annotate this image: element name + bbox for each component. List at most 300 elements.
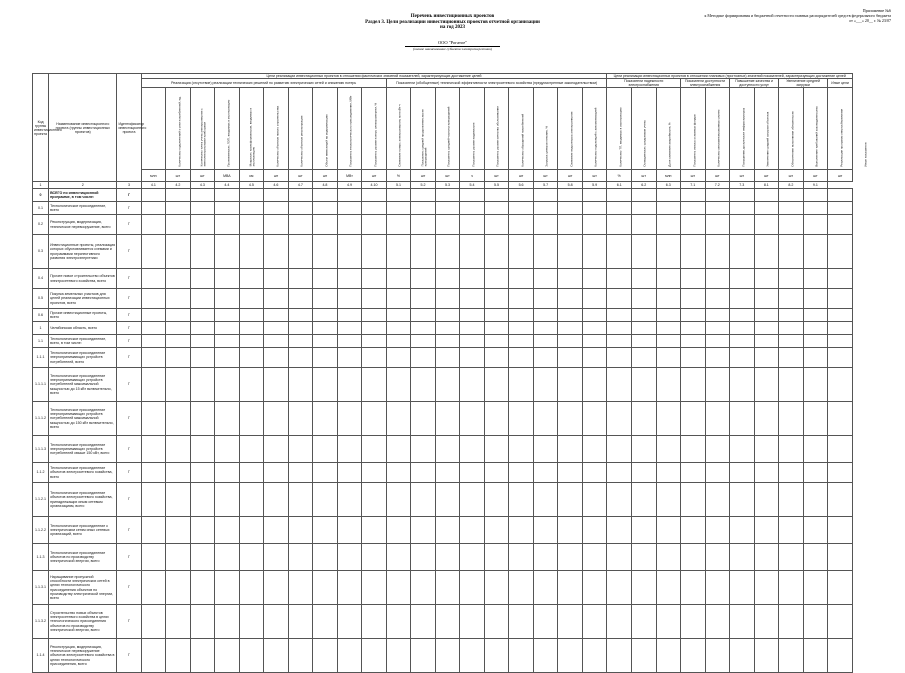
- value-cell: [460, 335, 485, 348]
- value-cell: [190, 517, 215, 544]
- value-cell: [411, 368, 436, 402]
- value-cell: [779, 235, 804, 269]
- value-cell: [828, 335, 853, 348]
- value-cell: [754, 605, 779, 639]
- value-cell: [313, 215, 338, 235]
- value-cell: [264, 189, 289, 202]
- value-cell: [313, 269, 338, 289]
- value-cell: [631, 517, 656, 544]
- value-cell: [754, 639, 779, 673]
- row-code: 0.6: [33, 309, 49, 322]
- unit-cell: %: [386, 170, 411, 182]
- value-cell: [362, 202, 387, 215]
- value-cell: [631, 189, 656, 202]
- value-cell: [754, 463, 779, 483]
- value-cell: [582, 639, 607, 673]
- row-code: 1.1.2: [33, 463, 49, 483]
- value-cell: [656, 483, 681, 517]
- value-cell: [460, 189, 485, 202]
- value-cell: [215, 463, 240, 483]
- indicator-header-text: Показатель уровня качества обслуживания: [495, 106, 500, 167]
- value-cell: [631, 639, 656, 673]
- value-cell: [166, 571, 191, 605]
- header-group-actual: Цели реализации инвестиционных проектов в отношении фактических значений показателей, характеризующих достижение целей: [141, 74, 607, 79]
- value-cell: [656, 335, 681, 348]
- value-cell: [215, 289, 240, 309]
- indicator-header-text: Показатель средней продолжительности прекращений: [420, 109, 428, 167]
- value-cell: [730, 368, 755, 402]
- table-row: [33, 436, 853, 463]
- value-cell: [337, 202, 362, 215]
- value-cell: [435, 436, 460, 463]
- unit-cell: шт: [582, 170, 607, 182]
- value-cell: [141, 463, 166, 483]
- value-cell: [607, 605, 632, 639]
- value-cell: [730, 402, 755, 436]
- value-cell: [435, 368, 460, 402]
- table-row: [33, 189, 853, 202]
- value-cell: [288, 544, 313, 571]
- value-cell: [631, 202, 656, 215]
- row-name: Технологическое присоединение, всего, в том числе:: [49, 335, 117, 348]
- value-cell: [681, 309, 706, 322]
- value-cell: [607, 368, 632, 402]
- value-cell: [705, 322, 730, 335]
- value-cell: [558, 483, 583, 517]
- value-cell: [166, 289, 191, 309]
- row-code: 1.1.2.1: [33, 483, 49, 517]
- value-cell: [264, 202, 289, 215]
- value-cell: [460, 348, 485, 368]
- value-cell: [681, 269, 706, 289]
- value-cell: [533, 215, 558, 235]
- value-cell: [239, 402, 264, 436]
- value-cell: [288, 368, 313, 402]
- row-code: 0.5: [33, 289, 49, 309]
- value-cell: [411, 269, 436, 289]
- value-cell: [166, 189, 191, 202]
- value-cell: [681, 483, 706, 517]
- value-cell: [484, 544, 509, 571]
- value-cell: [288, 202, 313, 215]
- value-cell: [313, 289, 338, 309]
- value-cell: [362, 235, 387, 269]
- value-cell: [215, 639, 240, 673]
- indicator-header-text: Оснащенность средствами учета: [642, 120, 647, 167]
- value-cell: [509, 335, 534, 348]
- value-cell: [215, 189, 240, 202]
- value-cell: [803, 544, 828, 571]
- value-cell: [705, 463, 730, 483]
- row-id: Г: [117, 544, 141, 571]
- value-cell: [215, 202, 240, 215]
- value-cell: [460, 289, 485, 309]
- value-cell: [754, 517, 779, 544]
- value-cell: [141, 436, 166, 463]
- value-cell: [509, 309, 534, 322]
- value-cell: [435, 639, 460, 673]
- value-cell: [190, 289, 215, 309]
- value-cell: [803, 189, 828, 202]
- row-id: Г: [117, 189, 141, 202]
- value-cell: [215, 571, 240, 605]
- value-cell: [190, 202, 215, 215]
- value-cell: [558, 189, 583, 202]
- value-cell: [141, 289, 166, 309]
- column-number: 5.6: [509, 182, 534, 189]
- indicator-header-text: Количество точек учета электроэнергии с интеллектуальными приборами: [199, 108, 208, 167]
- value-cell: [681, 544, 706, 571]
- value-cell: [484, 571, 509, 605]
- unit-cell: шт: [288, 170, 313, 182]
- row-code: 1.1.1.2: [33, 402, 49, 436]
- column-number: 5.7: [533, 182, 558, 189]
- value-cell: [828, 571, 853, 605]
- value-cell: [215, 517, 240, 544]
- value-cell: [754, 348, 779, 368]
- value-cell: [754, 309, 779, 322]
- value-cell: [313, 202, 338, 215]
- value-cell: [460, 544, 485, 571]
- value-cell: [730, 348, 755, 368]
- value-cell: [705, 215, 730, 235]
- value-cell: [435, 189, 460, 202]
- indicator-header-text: Протяженность ЛЭП, вводимых в эксплуатацию: [225, 100, 230, 167]
- value-cell: [484, 269, 509, 289]
- value-cell: [631, 571, 656, 605]
- value-cell: [558, 348, 583, 368]
- value-cell: [215, 335, 240, 348]
- indicator-header-text: Мощность трансформаторов, вводимых в эксплуатацию: [248, 107, 257, 167]
- value-cell: [239, 639, 264, 673]
- indicator-header-text: Количество подстанций с автоматизацией: [593, 107, 598, 167]
- value-cell: [166, 483, 191, 517]
- unit-cell: шт: [362, 170, 387, 182]
- value-cell: [730, 289, 755, 309]
- value-cell: [582, 335, 607, 348]
- indicator-header-text: Показатель уровня надежности: [471, 123, 476, 167]
- value-cell: [411, 571, 436, 605]
- value-cell: [460, 571, 485, 605]
- value-cell: [362, 544, 387, 571]
- value-cell: [411, 483, 436, 517]
- value-cell: [681, 402, 706, 436]
- unit-cell: км: [239, 170, 264, 182]
- value-cell: [386, 639, 411, 673]
- value-cell: [533, 289, 558, 309]
- value-cell: [705, 436, 730, 463]
- value-cell: [533, 544, 558, 571]
- indicator-header-text: Количество подключений к сети потребителей, ед.: [176, 96, 181, 167]
- column-number: 7.3: [730, 182, 755, 189]
- value-cell: [558, 215, 583, 235]
- value-cell: [337, 639, 362, 673]
- row-name: Технологическое присоединение энергопринимающих устройств потребителей, всего: [49, 348, 117, 368]
- value-cell: [730, 517, 755, 544]
- value-cell: [166, 402, 191, 436]
- value-cell: [337, 269, 362, 289]
- value-cell: [681, 436, 706, 463]
- value-cell: [386, 436, 411, 463]
- title-line: Перечень инвестиционных проектов: [410, 14, 495, 19]
- value-cell: [386, 605, 411, 639]
- row-code: 1.1.1.3: [33, 436, 49, 463]
- value-cell: [705, 605, 730, 639]
- indicator-header-text: Доля снижения аварийности, %: [667, 122, 672, 167]
- value-cell: [681, 202, 706, 215]
- value-cell: [558, 436, 583, 463]
- value-cell: [631, 544, 656, 571]
- value-cell: [141, 322, 166, 335]
- value-cell: [239, 571, 264, 605]
- value-cell: [386, 335, 411, 348]
- value-cell: [435, 215, 460, 235]
- value-cell: [141, 235, 166, 269]
- value-cell: [779, 639, 804, 673]
- value-cell: [509, 483, 534, 517]
- value-cell: [288, 463, 313, 483]
- value-cell: [803, 463, 828, 483]
- row-name: Прочие инвестиционные проекты, всего: [49, 309, 117, 322]
- indicator-header-text: Обеспечение исполнения обязательств: [789, 111, 794, 167]
- row-name: Инвестиционные проекты, реализация которых обусловливается схемами и программами перспективного развития электроэнергетики: [49, 235, 117, 269]
- value-cell: [264, 289, 289, 309]
- indicator-header-text: Количество ТП, вводимых в эксплуатацию: [618, 107, 623, 167]
- value-cell: [754, 436, 779, 463]
- value-cell: [166, 309, 191, 322]
- value-cell: [435, 483, 460, 517]
- value-cell: [190, 215, 215, 235]
- value-cell: [166, 348, 191, 368]
- value-cell: [779, 605, 804, 639]
- value-cell: [215, 215, 240, 235]
- value-cell: [362, 605, 387, 639]
- value-cell: [681, 571, 706, 605]
- value-cell: [730, 571, 755, 605]
- indicator-header-text: Количество автоматизированных систем: [716, 109, 721, 167]
- value-cell: [288, 289, 313, 309]
- value-cell: [337, 348, 362, 368]
- value-cell: [607, 517, 632, 544]
- value-cell: [435, 605, 460, 639]
- value-cell: [215, 235, 240, 269]
- value-cell: [754, 368, 779, 402]
- value-cell: [779, 463, 804, 483]
- investment-table: [32, 73, 868, 673]
- value-cell: [313, 639, 338, 673]
- row-code: 1: [33, 322, 49, 335]
- indicator-header-text: Повышение доступности инфраструктуры: [740, 108, 745, 167]
- table-row: [33, 215, 853, 235]
- value-cell: [705, 309, 730, 322]
- value-cell: [141, 571, 166, 605]
- value-cell: [705, 402, 730, 436]
- value-cell: [264, 335, 289, 348]
- row-code: 0.3: [33, 235, 49, 269]
- row-name: Технологическое присоединение энергопринимающих устройств потребителей максимальной мощностью до 150 кВт включительно, всего: [49, 402, 117, 436]
- row-id: Г: [117, 483, 141, 517]
- table-row: [33, 544, 853, 571]
- value-cell: [631, 235, 656, 269]
- value-cell: [484, 215, 509, 235]
- value-cell: [631, 289, 656, 309]
- value-cell: [264, 605, 289, 639]
- indicator-header-text: Показатель износа основных фондов: [691, 114, 696, 167]
- value-cell: [509, 402, 534, 436]
- header-sub6: Увеличение средней загрузки: [779, 79, 828, 88]
- value-cell: [484, 235, 509, 269]
- value-cell: [558, 402, 583, 436]
- value-cell: [656, 348, 681, 368]
- value-cell: [779, 483, 804, 517]
- value-cell: [803, 322, 828, 335]
- header-sub5: Повышение качества и доступности услуг: [730, 79, 779, 88]
- value-cell: [582, 289, 607, 309]
- value-cell: [803, 235, 828, 269]
- value-cell: [509, 235, 534, 269]
- indicator-header-text: Выполнение требований законодательства: [814, 106, 819, 167]
- value-cell: [264, 235, 289, 269]
- value-cell: [754, 235, 779, 269]
- value-cell: [386, 368, 411, 402]
- value-cell: [631, 368, 656, 402]
- row-id: Г: [117, 348, 141, 368]
- header-row-units: [33, 170, 853, 182]
- column-number: 5.3: [435, 182, 460, 189]
- value-cell: [239, 544, 264, 571]
- value-cell: [190, 605, 215, 639]
- value-cell: [779, 269, 804, 289]
- value-cell: [754, 335, 779, 348]
- value-cell: [509, 348, 534, 368]
- value-cell: [754, 202, 779, 215]
- value-cell: [190, 368, 215, 402]
- value-cell: [337, 368, 362, 402]
- unit-cell: шт: [509, 170, 534, 182]
- value-cell: [484, 517, 509, 544]
- value-cell: [607, 571, 632, 605]
- value-cell: [386, 309, 411, 322]
- row-code: 0.4: [33, 269, 49, 289]
- indicator-header-text: Показатель средней частоты прекращений: [446, 107, 451, 167]
- appendix-line: от «___» 20__ г. № 23/07: [849, 18, 891, 23]
- value-cell: [779, 189, 804, 202]
- value-cell: [705, 571, 730, 605]
- value-cell: [141, 605, 166, 639]
- value-cell: [533, 517, 558, 544]
- value-cell: [313, 517, 338, 544]
- value-cell: [337, 463, 362, 483]
- unit-cell: шт: [264, 170, 289, 182]
- value-cell: [656, 605, 681, 639]
- value-cell: [607, 322, 632, 335]
- header-sub7: Иные цели: [828, 79, 853, 88]
- row-name: Прочее новое строительство объектов электросетевого хозяйства, всего: [49, 269, 117, 289]
- value-cell: [362, 322, 387, 335]
- value-cell: [337, 436, 362, 463]
- value-cell: [607, 639, 632, 673]
- value-cell: [828, 289, 853, 309]
- value-cell: [509, 368, 534, 402]
- value-cell: [607, 335, 632, 348]
- value-cell: [828, 483, 853, 517]
- value-cell: [239, 463, 264, 483]
- value-cell: [828, 202, 853, 215]
- value-cell: [264, 571, 289, 605]
- value-cell: [656, 571, 681, 605]
- value-cell: [803, 436, 828, 463]
- value-cell: [362, 348, 387, 368]
- value-cell: [509, 269, 534, 289]
- value-cell: [828, 605, 853, 639]
- value-cell: [141, 189, 166, 202]
- value-cell: [141, 202, 166, 215]
- value-cell: [435, 322, 460, 335]
- value-cell: [337, 517, 362, 544]
- column-number: 4.3: [190, 182, 215, 189]
- value-cell: [411, 402, 436, 436]
- value-cell: [582, 571, 607, 605]
- value-cell: [337, 235, 362, 269]
- value-cell: [705, 348, 730, 368]
- value-cell: [803, 335, 828, 348]
- value-cell: [215, 436, 240, 463]
- value-cell: [828, 322, 853, 335]
- value-cell: [582, 544, 607, 571]
- unit-cell: млн: [656, 170, 681, 182]
- value-cell: [362, 189, 387, 202]
- value-cell: [386, 402, 411, 436]
- unit-cell: шт: [828, 170, 853, 182]
- row-code: 0: [33, 189, 49, 202]
- value-cell: [509, 436, 534, 463]
- value-cell: [754, 402, 779, 436]
- indicator-header-text: Количество объектов реконструкции: [299, 116, 304, 167]
- indicator-header-text: Увеличение средней загрузки объектов: [765, 112, 770, 167]
- value-cell: [460, 309, 485, 322]
- value-cell: [190, 322, 215, 335]
- row-name: Технологическое присоединение к электрическим сетям иных сетевых организаций, всего: [49, 517, 117, 544]
- value-cell: [411, 605, 436, 639]
- table-row: [33, 348, 853, 368]
- value-cell: [803, 402, 828, 436]
- value-cell: [141, 402, 166, 436]
- value-cell: [435, 289, 460, 309]
- value-cell: [435, 348, 460, 368]
- value-cell: [803, 269, 828, 289]
- value-cell: [166, 215, 191, 235]
- value-cell: [386, 517, 411, 544]
- value-cell: [705, 289, 730, 309]
- value-cell: [754, 544, 779, 571]
- row-code: 1.1.3.2: [33, 605, 49, 639]
- value-cell: [607, 189, 632, 202]
- header-sub3: Показатели надежности электроснабжения: [607, 79, 681, 88]
- value-cell: [828, 639, 853, 673]
- value-cell: [190, 348, 215, 368]
- value-cell: [435, 544, 460, 571]
- value-cell: [362, 483, 387, 517]
- value-cell: [411, 517, 436, 544]
- value-cell: [313, 189, 338, 202]
- value-cell: [190, 639, 215, 673]
- column-number: 5.9: [582, 182, 607, 189]
- value-cell: [166, 269, 191, 289]
- value-cell: [754, 322, 779, 335]
- value-cell: [509, 544, 534, 571]
- header-row-vertical: [33, 88, 853, 170]
- value-cell: [386, 571, 411, 605]
